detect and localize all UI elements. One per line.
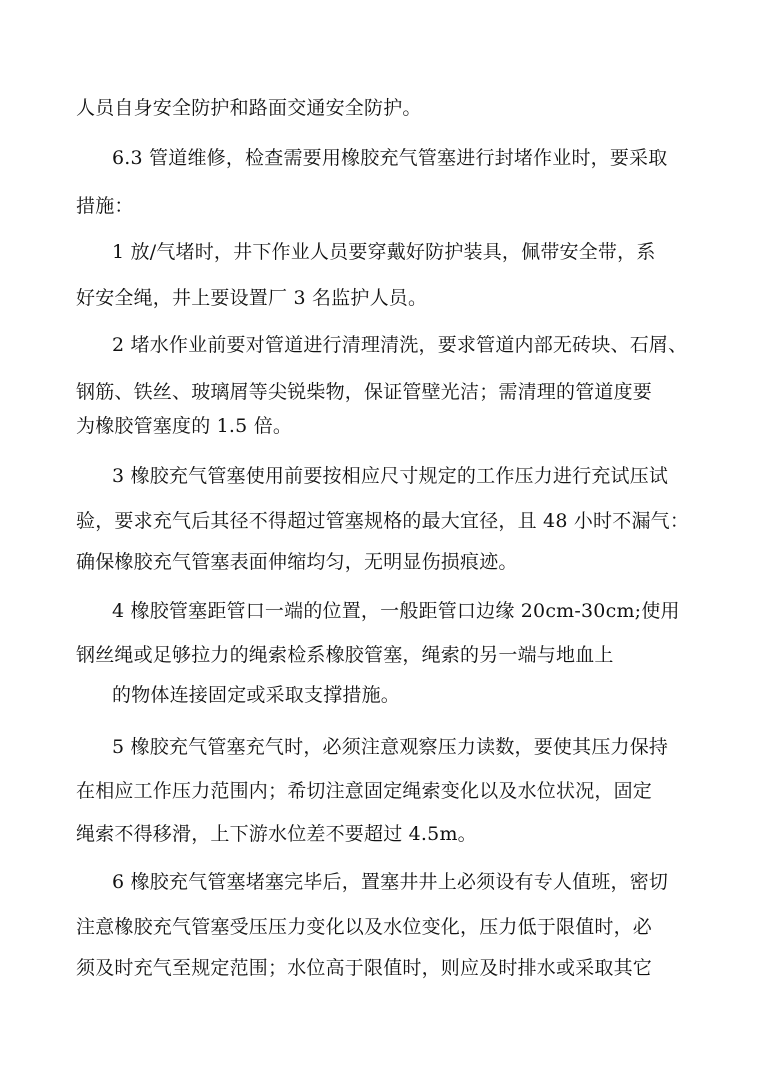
text-line: 3 橡胶充气管塞使用前要按相应尺寸规定的工作压力进行充试压试 bbox=[112, 465, 669, 487]
text-line: 人员自身安全防护和路面交通安全防护。 bbox=[76, 97, 422, 119]
text-line: 的物体连接固定或采取支撑措施。 bbox=[112, 684, 401, 706]
text-line: 5 橡胶充气管塞充气时，必须注意观察压力读数，要使其压力保持 bbox=[112, 736, 669, 758]
text-line: 在相应工作压力范围内；希切注意固定绳索变化以及水位状况，固定 bbox=[76, 780, 653, 802]
text-line: 4 橡胶管塞距管口一端的位置，一般距管口边缘 20cm-30cm;使用 bbox=[112, 600, 680, 622]
text-line: 钢筋、铁丝、玻璃屑等尖锐柴物，保证管壁光洁；需清理的管道度要 bbox=[76, 381, 653, 403]
text-line: 绳索不得移滑，上下游水位差不要超过 4.5m。 bbox=[76, 823, 477, 845]
text-line: 验，要求充气后其径不得超过管塞规格的最大宜径，且 48 小时不漏气： bbox=[76, 510, 690, 532]
text-line: 1 放/气堵时，井下作业人员要穿戴好防护装具，佩带安全带，系 bbox=[112, 241, 656, 263]
text-line: 好安全绳，井上要设置厂 3 名监护人员。 bbox=[76, 287, 428, 309]
text-line: 6 橡胶充气管塞堵塞完毕后，置塞井井上必须设有专人值班，密切 bbox=[112, 871, 669, 893]
text-line: 2 堵水作业前要对管道进行清理清洗，要求管道内部无砖块、石屑、 bbox=[112, 334, 688, 356]
text-line: 为橡胶管塞度的 1.5 倍。 bbox=[76, 415, 293, 437]
text-line: 钢丝绳或足够拉力的绳索检系橡胶管塞，绳索的另一端与地血上 bbox=[76, 644, 614, 666]
text-line: 6.3 管道维修，检查需要用橡胶充气管塞进行封堵作业时，要采取 bbox=[112, 147, 668, 169]
text-line: 须及时充气至规定范围；水位高于限值时，则应及时排水或采取其它 bbox=[76, 957, 653, 979]
text-line: 措施： bbox=[76, 195, 134, 217]
text-line: 确保橡胶充气管塞表面伸缩均匀，无明显伤损痕迹。 bbox=[76, 551, 518, 573]
text-line: 注意橡胶充气管塞受压压力变化以及水位变化，压力低于限值时，必 bbox=[76, 916, 653, 938]
